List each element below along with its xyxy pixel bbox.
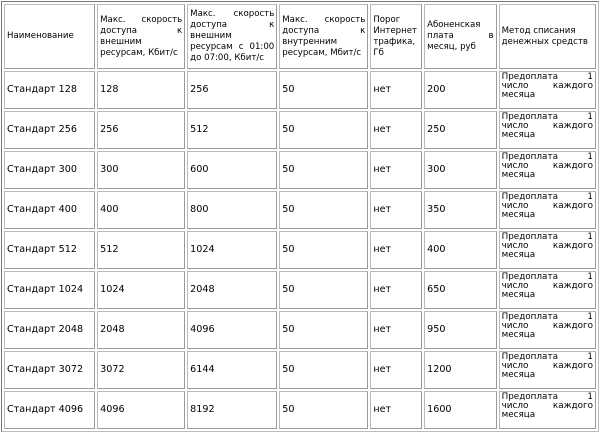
cell-ext-speed: 4096: [97, 391, 185, 429]
cell-fee: 1600: [424, 391, 497, 429]
cell-name: Стандарт 400: [4, 191, 95, 229]
cell-ext-speed: 256: [97, 111, 185, 149]
cell-name: Стандарт 256: [4, 111, 95, 149]
cell-threshold: нет: [370, 271, 422, 309]
cell-name: Стандарт 512: [4, 231, 95, 269]
cell-payment: Предоплата 1 число каждого месяца: [499, 311, 596, 349]
cell-payment: Предоплата 1 число каждого месяца: [499, 391, 596, 429]
cell-int-speed: 50: [279, 311, 368, 349]
table-row: [4, 391, 596, 429]
cell-threshold: нет: [370, 71, 422, 109]
cell-payment: Предоплата 1 число каждого месяца: [499, 271, 596, 309]
table-row: [4, 311, 596, 349]
cell-fee: 200: [424, 71, 497, 109]
cell-ext-speed: 128: [97, 71, 185, 109]
cell-name: Стандарт 128: [4, 71, 95, 109]
cell-fee: 300: [424, 151, 497, 189]
cell-threshold: нет: [370, 191, 422, 229]
cell-ext-speed: 1024: [97, 271, 185, 309]
cell-night-speed: 1024: [187, 231, 277, 269]
cell-ext-speed: 300: [97, 151, 185, 189]
cell-int-speed: 50: [279, 191, 368, 229]
table-row: [4, 111, 596, 149]
cell-int-speed: 50: [279, 111, 368, 149]
table-row: [4, 231, 596, 269]
tariff-table: [1, 1, 599, 432]
tariff-table-container: [1, 1, 599, 432]
cell-payment: Предоплата 1 число каждого месяца: [499, 231, 596, 269]
cell-ext-speed: 3072: [97, 351, 185, 389]
cell-int-speed: 50: [279, 151, 368, 189]
cell-threshold: нет: [370, 231, 422, 269]
cell-payment: Предоплата 1 число каждого месяца: [499, 151, 596, 189]
cell-ext-speed: 400: [97, 191, 185, 229]
cell-name: Стандарт 3072: [4, 351, 95, 389]
cell-int-speed: 50: [279, 231, 368, 269]
cell-night-speed: 600: [187, 151, 277, 189]
cell-fee: 250: [424, 111, 497, 149]
header-ext-speed: Макс. скорость доступа к внешним ресурсам, Кбит/с: [97, 4, 185, 69]
cell-name: Стандарт 300: [4, 151, 95, 189]
header-night-speed: Макс. скорость доступа к внешним ресурсам с 01:00 до 07:00, Кбит/с: [187, 4, 277, 69]
cell-night-speed: 800: [187, 191, 277, 229]
cell-night-speed: 4096: [187, 311, 277, 349]
cell-fee: 350: [424, 191, 497, 229]
cell-name: Стандарт 4096: [4, 391, 95, 429]
cell-int-speed: 50: [279, 391, 368, 429]
table-row: [4, 191, 596, 229]
table-row: [4, 351, 596, 389]
cell-int-speed: 50: [279, 71, 368, 109]
cell-threshold: нет: [370, 351, 422, 389]
cell-name: Стандарт 1024: [4, 271, 95, 309]
cell-payment: Предоплата 1 число каждого месяца: [499, 351, 596, 389]
cell-int-speed: 50: [279, 351, 368, 389]
cell-threshold: нет: [370, 311, 422, 349]
cell-night-speed: 8192: [187, 391, 277, 429]
table-row: [4, 151, 596, 189]
cell-night-speed: 512: [187, 111, 277, 149]
cell-threshold: нет: [370, 111, 422, 149]
cell-night-speed: 256: [187, 71, 277, 109]
cell-payment: Предоплата 1 число каждого месяца: [499, 111, 596, 149]
cell-fee: 400: [424, 231, 497, 269]
header-threshold: Порог Интернет трафика, Гб: [370, 4, 422, 69]
cell-threshold: нет: [370, 391, 422, 429]
header-row: [4, 4, 596, 69]
cell-ext-speed: 512: [97, 231, 185, 269]
cell-payment: Предоплата 1 число каждого месяца: [499, 191, 596, 229]
cell-fee: 650: [424, 271, 497, 309]
table-row: [4, 271, 596, 309]
cell-ext-speed: 2048: [97, 311, 185, 349]
cell-night-speed: 6144: [187, 351, 277, 389]
cell-threshold: нет: [370, 151, 422, 189]
header-fee: Абоненская плата в месяц, руб: [424, 4, 497, 69]
cell-int-speed: 50: [279, 271, 368, 309]
header-name: Наименование: [4, 4, 95, 69]
cell-fee: 950: [424, 311, 497, 349]
cell-fee: 1200: [424, 351, 497, 389]
cell-night-speed: 2048: [187, 271, 277, 309]
header-int-speed: Макс. скорость доступа к внутренним ресурсам, Мбит/с: [279, 4, 368, 69]
header-payment: Метод списания денежных средств: [499, 4, 596, 69]
table-row: [4, 71, 596, 109]
cell-name: Стандарт 2048: [4, 311, 95, 349]
cell-payment: Предоплата 1 число каждого месяца: [499, 71, 596, 109]
